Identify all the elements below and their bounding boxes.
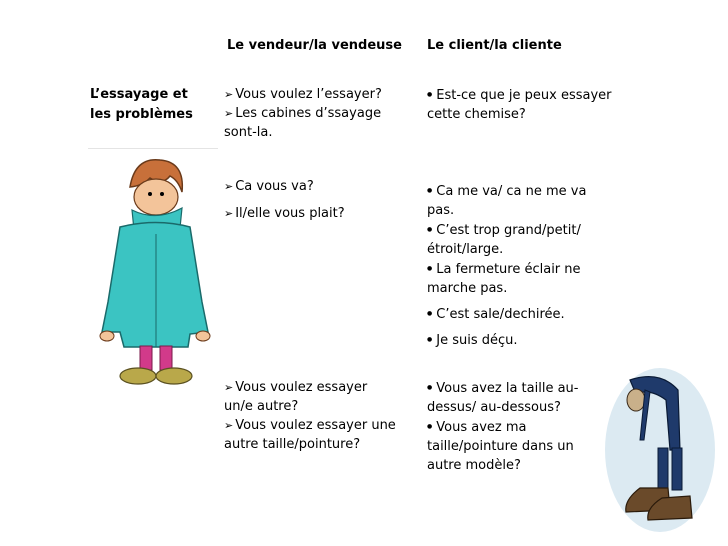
row-2-vendeur [224, 177, 414, 223]
row-title [90, 85, 210, 125]
list-item: ● Vous avez ma taille/pointure dans un autre modèle? [427, 417, 603, 475]
row-2-client [427, 181, 617, 350]
list-item: ➢ Vous voulez essayer une autre taille/pointure? [224, 416, 399, 454]
list-item: ● Vous avez la taille au-dessus/ au-dessous? [427, 378, 603, 417]
drooping-man-illustration [600, 360, 720, 540]
row-divider [88, 148, 218, 149]
list-item: ● C’est trop grand/petit/étroit/large. [427, 220, 617, 259]
row-3-vendeur [224, 378, 399, 454]
header-client: Le client/la cliente [427, 38, 562, 53]
list-item: ● C’est sale/dechirée. [427, 304, 617, 324]
row-1-vendeur [224, 85, 414, 142]
list-item: ➢ Vous voulez l’essayer? [224, 85, 414, 104]
list-item: ● La fermeture éclair ne marche pas. [427, 259, 617, 298]
list-item: ● Je suis déçu. [427, 330, 617, 350]
list-item: ● Ca me va/ ca ne me va pas. [427, 181, 617, 220]
list-item: ➢ Ca vous va? [224, 177, 414, 196]
list-item: ● Est-ce que je peux essayer cette chemise? [427, 85, 617, 124]
header-vendeur: Le vendeur/la vendeuse [227, 38, 402, 53]
row-title-line-1: L’essayage et [90, 87, 188, 102]
row-title-line-2: les problèmes [90, 107, 193, 122]
list-item: ➢ Il/elle vous plait? [224, 204, 414, 223]
row-3-client [427, 378, 603, 475]
list-item: ➢ Vous voulez essayer un/e autre? [224, 378, 399, 416]
list-item: ➢ Les cabines d’ssayage sont-la. [224, 104, 414, 142]
cold-boy-illustration [90, 152, 220, 392]
row-1-client [427, 85, 617, 124]
